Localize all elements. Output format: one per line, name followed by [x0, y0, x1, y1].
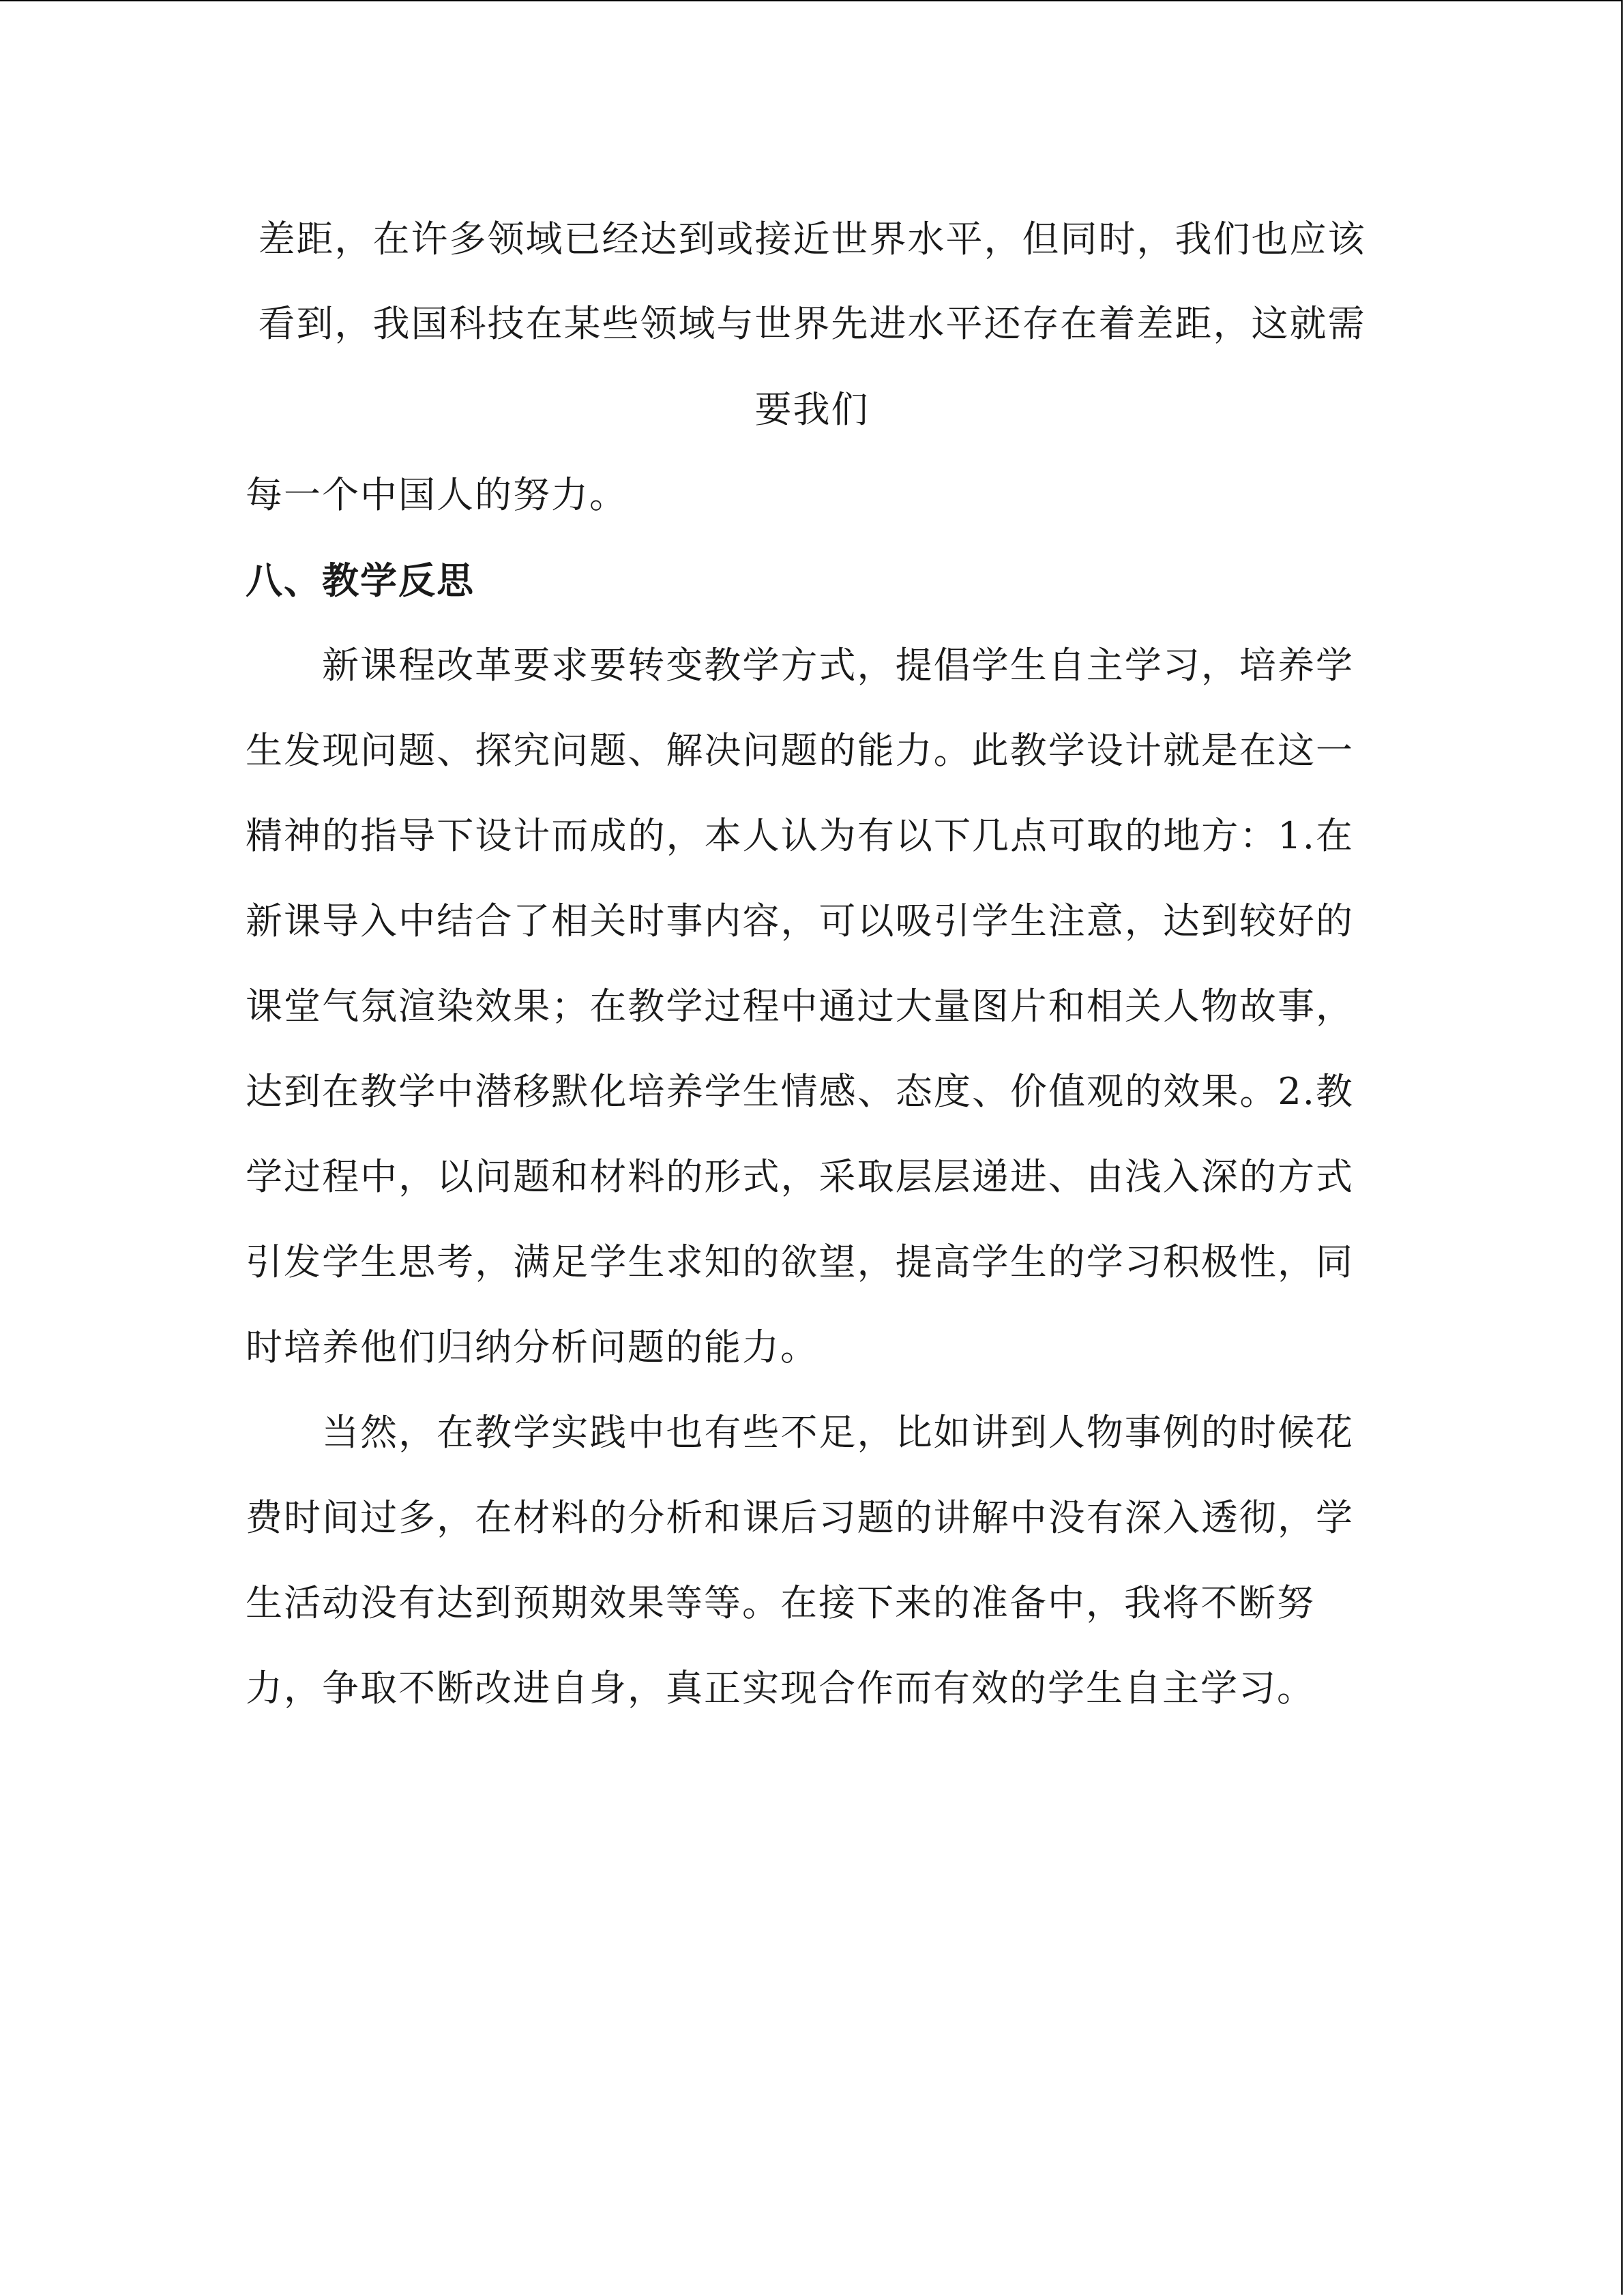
- paragraph-line: 当然，在教学实践中也有些不足，比如讲到人物事例的时候花: [322, 1411, 1354, 1454]
- paragraph-line: 生活动没有达到预期效果等等。在接下来的准备中，我将不断努: [246, 1581, 1315, 1624]
- paragraph-line: 力，争取不断改进自身，真正实现合作而有效的学生自主学习。: [246, 1667, 1315, 1710]
- carryover-line-3: 要我们: [754, 388, 870, 431]
- paragraph-line: 引发学生思考，满足学生求知的欲望，提高学生的学习积极性，同: [246, 1240, 1354, 1283]
- paragraph-line: 学过程中，以问题和材料的形式，采取层层递进、由浅入深的方式: [246, 1155, 1354, 1198]
- section-heading: 八、教学反思: [246, 558, 475, 602]
- paragraph-line: 生发现问题、探究问题、解决问题的能力。此教学设计就是在这一: [246, 729, 1354, 772]
- carryover-line-1: 差距，在许多领域已经达到或接近世界水平，但同时，我们也应该: [258, 218, 1366, 260]
- paragraph-line: 新课程改革要求要转变教学方式，提倡学生自主学习，培养学: [322, 644, 1354, 687]
- paragraph-line: 费时间过多，在材料的分析和课后习题的讲解中没有深入透彻，学: [246, 1496, 1354, 1539]
- paragraph-line: 达到在教学中潜移默化培养学生情感、态度、价值观的效果。2.教: [246, 1070, 1354, 1113]
- paragraph-line: 课堂气氛渲染效果；在教学过程中通过大量图片和相关人物故事，: [246, 985, 1354, 1028]
- paragraph-line: 新课导入中结合了相关时事内容，可以吸引学生注意，达到较好的: [246, 899, 1354, 942]
- paragraph-line: 时培养他们归纳分析问题的能力。: [246, 1326, 818, 1369]
- carryover-line-2: 看到，我国科技在某些领域与世界先进水平还存在着差距，这就需: [258, 302, 1366, 345]
- carryover-line-4: 每一个中国人的努力。: [246, 473, 628, 516]
- paragraph-line: 精神的指导下设计而成的，本人认为有以下几点可取的地方：1.在: [246, 814, 1354, 857]
